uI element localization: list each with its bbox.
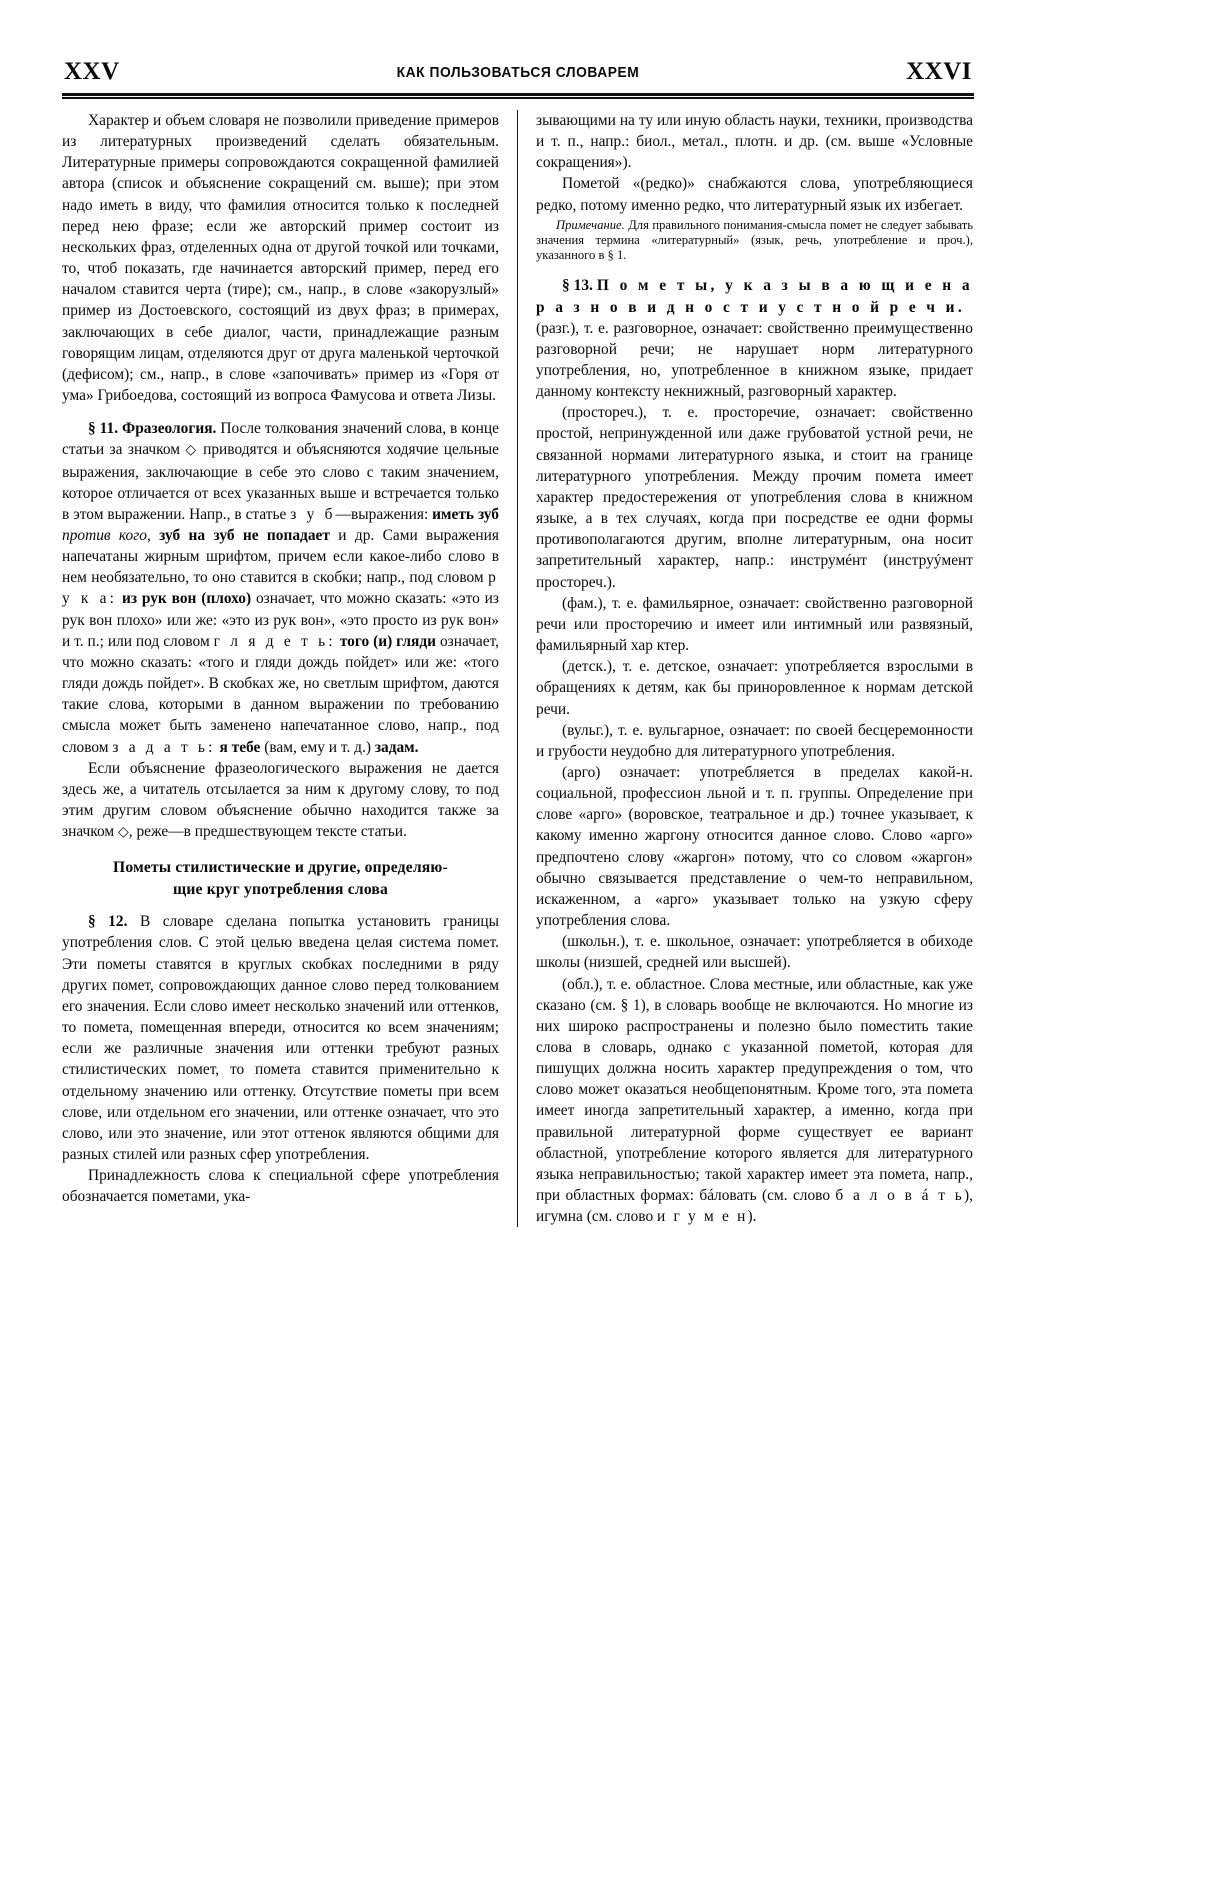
section-12-text: В словаре сделана попытка установить границы употребления слов. С этой целью введена целая система помет. Эти пометы ставятся в круглых скобках последними в ряду других помет, сопровождающих данное слово перед толкованием его значения. Если слово имеет несколько значений или оттенков, то пометa, помещенная впереди, относится ко всем значениям; если же различные значения или оттенки требуют разных стилистических помет, то пометa ставится применительно к отдельному значению или оттенку. Отсутствие пометы при всем слове, или отдельном его значении, или оттенке означает, что это слово, или это значение, или этот оттенок являются общими для разных стилей или разных сфер употребления. xyxy=(62,913,500,1164)
paragraph-continuation: зывающими на ту или иную область науки, техники, производства и т. п., напр.: биол., метал., плотн. и др. (см. выше «Условные сокращения»). xyxy=(536,112,973,172)
section-13-title: П о м е т ы, у к а з ы в а ю щ и е н а р а з н о в и д н о с т и у с т н о й р е ч и. xyxy=(536,277,973,316)
spaced-word-zadat: з а д а т ь: xyxy=(112,738,216,756)
spaced-word-ruka: р у к а: xyxy=(62,569,499,608)
column-container xyxy=(62,110,974,1227)
example-4-bold: того (и) гляди xyxy=(339,632,436,650)
spaced-word-zub: з у б xyxy=(290,505,336,523)
left-column xyxy=(62,110,517,1227)
subsection-heading-line2: щие круг употребления слова xyxy=(172,881,389,899)
example-2-bold: зуб на зуб не попадает xyxy=(159,526,330,544)
paragraph-section-11 xyxy=(62,418,499,758)
folio-left: XXV xyxy=(64,58,120,85)
example-5-bold: я тебе xyxy=(219,738,261,756)
example-1-italic: против кого, xyxy=(62,526,151,544)
paragraph-redko: Пометой «(редко)» снабжаются слова, употребляющиеся редко, потому именно редко, что литературный язык их избегает. xyxy=(536,175,973,214)
note-text: Для правильного понимания-смысла помет не следует забывать значения термина «литературный» (язык, речь, употребление и проч.), указанного в § 1. xyxy=(536,217,973,263)
paragraph-oblastnoe-end2: ). xyxy=(747,1208,757,1226)
paragraph-familiarnoe: (фам.), т. е. фамильярное, означает: свойственно разговорной речи или просторечию и имеет или интимный или развязный, фамильярный хар ктер. xyxy=(536,594,973,655)
section-11-text-e: означает, что можно сказать: «это из рук вон плохо» или же: «это из рук вон», «это просто из рук вон» и т. п.; или под словом xyxy=(62,590,500,650)
paragraph-oblastnoe xyxy=(536,974,973,1228)
example-1-bold: иметь зуб xyxy=(432,505,499,523)
header-rule xyxy=(62,93,974,99)
section-11-text-d: и др. Сами выражения напечатаны жирным шрифтом, причем если какое-либо слово в нем необязательно, то оно ставится в скобки; напр., под словом xyxy=(62,526,499,587)
paragraph-detskoe: (детск.), т. е. детское, означает: употребляется взрослыми в обращениях к детям, как бы приноровленное к нормам детской речи. xyxy=(536,658,973,718)
dictionary-page xyxy=(62,48,974,1828)
paragraph-esli xyxy=(62,758,499,844)
note-label: Примечание. xyxy=(556,217,625,232)
paragraph-esli-text: Если объяснение фразеологического выражения не дается здесь же, а читатель отсылается за ним к другому слову, то под этим другим словом объяснение обычно находится также за значком xyxy=(62,759,499,841)
paragraph-note xyxy=(536,218,973,264)
section-11-text-a: После толкования значений слова, в конце статьи за значком xyxy=(62,420,499,459)
paragraph-section-13-heading xyxy=(536,275,973,317)
paragraph-shkolnoe: (школьн.), т. е. школьное, означает: употребляется в обиходе школы (низшей, средней или высшей). xyxy=(536,933,973,972)
section-12-number: § 12. xyxy=(88,913,128,931)
diamond-icon-2: ◇ xyxy=(117,825,129,841)
spaced-word-gljadet: г л я д е т ь: xyxy=(213,632,336,650)
paragraph-esli-end: , реже—в предшествующем тексте статьи. xyxy=(128,823,407,841)
section-11-number: § 11. xyxy=(88,420,119,438)
right-column xyxy=(517,110,973,1227)
diamond-icon: ◇ xyxy=(185,443,198,459)
paragraph-intro: Характер и объем словаря не позволили приведение примеров из литературных произведений сделать обязательным. Литературные примеры сопровождаются сокращенной фамилией автора (список и объяснение сокращений см. выше); при этом надо иметь в виду, что фамилия относится только к последней перед нею фразе; если же авторский пример состоит из нескольких фраз, отделенных одна от другой точкой или точками, то, чтоб показать, где начинается авторский пример, перед его началом ставится черта (тире); см., напр., в слове «закорузлый» пример из Достоевского, состоящий из двух фраз; в примерах, заключающих в себе диалог, части, принадлежащие разным говорящим лицам, отделяются друг от друга маленькой черточкой (дефисом); см., напр., в слове «започивать» пример из «Горя от ума» Грибоедова, состоящий из вопроса Фамусова и ответа Лизы. xyxy=(62,112,499,405)
section-13-number: § 13. xyxy=(562,277,593,295)
folio-right: XXVI xyxy=(906,58,972,85)
paragraph-razg: (разг.), т. е. разговорное, означает: свойственно преимущественно разговорной речи; не нарушает норм литературного употребления, но, употребленное в книжном языке, придает данному контексту некнижный, разговорный характер. xyxy=(536,319,973,401)
subsection-heading xyxy=(62,857,499,901)
subsection-heading-line1: Пометы стилистические и другие, определяю- xyxy=(113,859,448,877)
paragraph-argo: (арго) означает: употребляется в пределах какой-н. социальной, профессион льной и т. п. группы. Определение при слове «арго» (воровское, театральное и др.) точнее указывает, к какому именно жаргону относится данное слово. Слово «арго» предпочтено слову «жаргон» потому, что со словом «жаргон» обычно связывается представление о чем-то неправильном, искаженном, а «арго» указывает только на узкую сферу употребления слова. xyxy=(536,763,973,930)
paragraph-prinadlezhnost: Принадлежность слова к специальной сфере употребления обозначается пометами, ука- xyxy=(62,1167,499,1206)
paragraph-oblastnoe-text: (обл.), т. е. областное. Слова местные, или областные, как уже сказано (см. § 1), в словарь вообще не включаются. Но многие из них широко распространены и полезно было поместить такие слова в словарь, однако с указанной пометой, которая для пишущих должна носить характер предупреждения о том, что слово может оказаться необщепонятным. Кроме того, эта помета имеет иногда запретительный характер, а именно, когда при правильной литературной форме существует ее вариант областной, употребление которого является для литературного языка неправильностью; такой характер имеет эта помета, напр., при областных формах: бáловать (см. слово xyxy=(536,975,973,1205)
example-6-bold: задам. xyxy=(374,738,419,756)
section-11-text-c: —выражения: xyxy=(335,505,429,523)
example-3-bold: из рук вон (плохо) xyxy=(122,590,252,608)
spaced-word-balovat: б а л о в á т ь xyxy=(835,1187,964,1205)
section-11-text-b: приводятся и объясняются ходячие цельные выражения, заключающие в себе это слово с таким значением, которое отличается от всех указанных выше и встречается только в этом выражении. Напр., в статье xyxy=(62,441,499,523)
section-11-text-g: (вам, ему и т. д.) xyxy=(264,738,371,756)
paragraph-oblastnoe-end: ), игумна (см. слово xyxy=(536,1187,973,1226)
section-11-title: Фразеология. xyxy=(122,420,217,438)
paragraph-vulgarnoe: (вульг.), т. е. вульгарное, означает: по своей бесцеремонности и грубости неудобно для литературного употребления. xyxy=(536,721,973,760)
paragraph-section-12 xyxy=(62,911,499,1165)
spaced-word-igumen: и г у м е н xyxy=(657,1208,748,1226)
running-head xyxy=(62,48,974,92)
running-title: КАК ПОЛЬЗОВАТЬСЯ СЛОВАРЕМ xyxy=(396,64,640,81)
section-11-text-f: означает, что можно сказать: «того и гляди дождь пойдет» или же: «того гляди дождь пойдет». В скобках же, но светлым шрифтом, даются такие слова, которыми в данном выражении по требованию смысла может быть заменено напечатанное слово, напр., под словом xyxy=(62,632,499,756)
paragraph-prostorechie: (простореч.), т. е. просторечие, означает: свойственно простой, непринужденной или даже грубоватой устной речи, не связанной нормами литературного языка, и стоит на границе литературного употребления. Между прочим помета имеет характер предостережения от употребления слова в книжном языке, а в тех случаях, когда при посредстве ее одни формы противополагаются другим, вполне литературным, она носит запретительный характер, напр.: инструмéнт (инструýмент простореч.). xyxy=(536,404,973,591)
